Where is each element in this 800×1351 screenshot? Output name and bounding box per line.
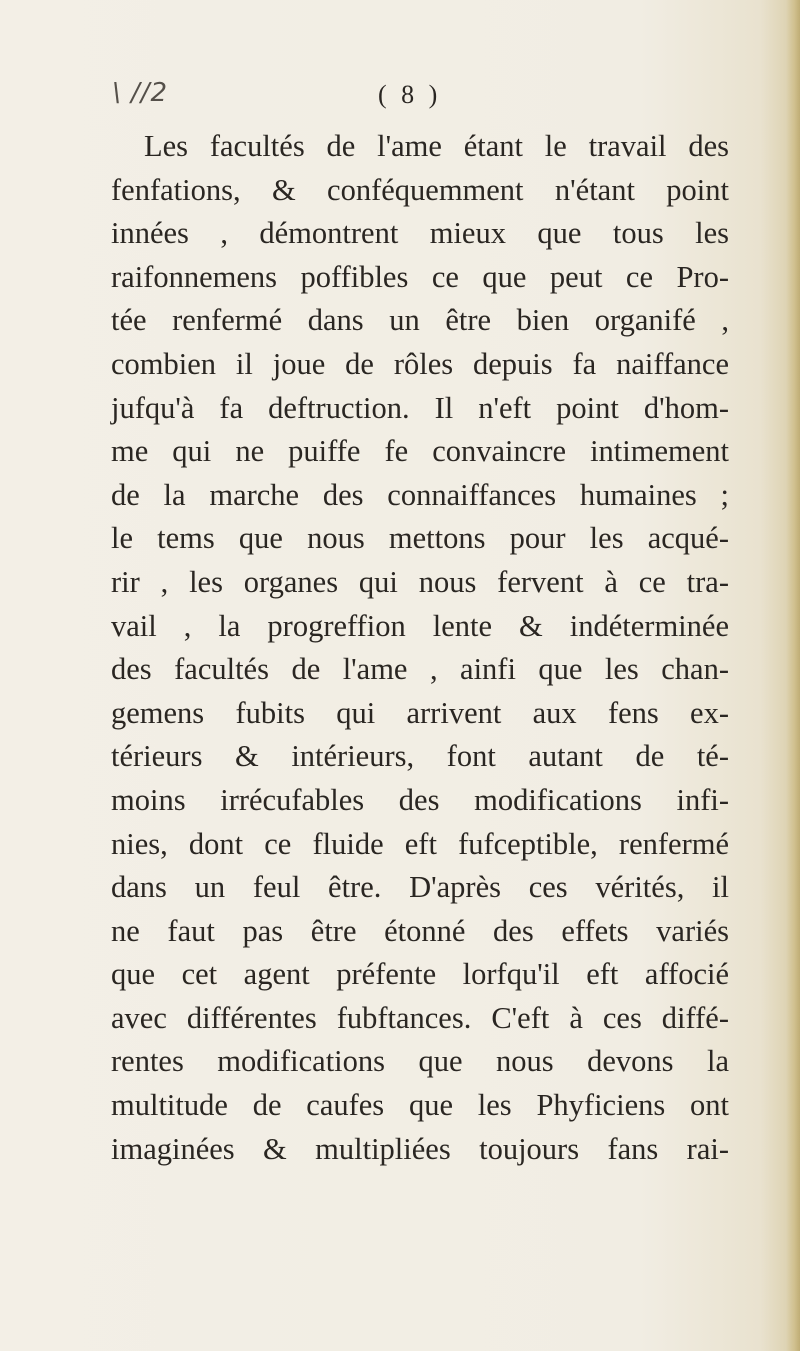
text-line: multitude de caufes que les Phyficiens ont — [111, 1088, 729, 1123]
text-line: tée renfermé dans un être bien organifé , — [111, 303, 729, 338]
text-line: gemens fubits qui arrivent aux fens ex- — [111, 695, 729, 730]
page-header — [108, 78, 728, 118]
text-line: vail , la progreffion lente & indéterminée — [111, 608, 729, 643]
text-line: fenfations, & conféquemment n'étant point — [111, 172, 729, 207]
text-line: ne faut pas être étonné des effets variés — [111, 913, 729, 948]
page-edge-shadow — [786, 0, 800, 1351]
text-line: de la marche des connaiffances humaines ; — [111, 477, 729, 512]
text-line: imaginées & multipliées toujours fans rai- — [111, 1131, 729, 1166]
body-paragraph — [111, 125, 729, 1171]
text-line: le tems que nous mettons pour les acqué- — [111, 521, 729, 556]
text-line: dans un feul être. D'après ces vérités, il — [111, 870, 729, 905]
text-line: raifonnemens poffibles ce que peut ce Pro- — [111, 259, 729, 294]
text-line: térieurs & intérieurs, font autant de té- — [111, 739, 729, 774]
text-line: innées , démontrent mieux que tous les — [111, 216, 729, 251]
text-line: des facultés de l'ame , ainfi que les chan- — [111, 652, 729, 687]
text-line: moins irrécufables des modifications infi- — [111, 782, 729, 817]
text-line: avec différentes fubftances. C'eft à ces diffé- — [111, 1000, 729, 1035]
text-line: jufqu'à fa deftruction. Il n'eft point d'hom- — [111, 390, 729, 425]
page-number: ( 8 ) — [378, 80, 442, 109]
text-line: que cet agent préfente lorfqu'il eft affocié — [111, 957, 729, 992]
text-line: Les facultés de l'ame étant le travail des — [144, 129, 729, 163]
text-line: combien il joue de rôles depuis fa naiffance — [111, 346, 729, 381]
text-line: me qui ne puiffe fe convaincre intimement — [111, 434, 729, 469]
handwritten-annotation: \ //2 — [112, 78, 169, 108]
text-line: nies, dont ce fluide eft fufceptible, renfermé — [111, 826, 729, 861]
text-line: rir , les organes qui nous fervent à ce tra- — [111, 564, 729, 599]
text-line: rentes modifications que nous devons la — [111, 1044, 729, 1079]
